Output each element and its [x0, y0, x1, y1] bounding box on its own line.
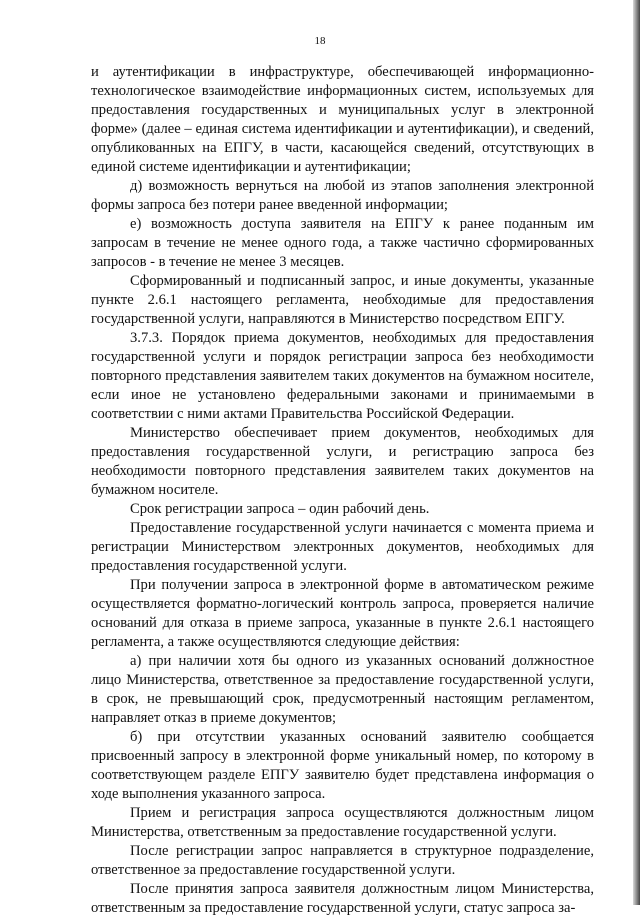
paragraph-5: 3.7.3. Порядок приема документов, необходимых для предоставления государственной услуги и порядок регистрации запроса без необходимости повторного представления заявителем таких документов на бумажном носителе, если иное не установлено федеральными законами и принимаемыми в соответствии с ними актами Правительства Российской Федерации. [91, 330, 594, 422]
paragraph-12: Прием и регистрация запроса осуществляются должностным лицом Министерства, ответственным за предоставление государственной услуги. [91, 805, 594, 840]
paragraph-4: Сформированный и подписанный запрос, и иные документы, указанные пункте 2.6.1 настоящего регламента, необходимые для предоставления государственной услуги, направляются в Министерство посредством ЕПГУ. [91, 273, 594, 327]
scan-page-edge [633, 0, 640, 905]
paragraph-1: и аутентификации в инфраструктуре, обеспечивающей информационно-технологическое взаимодействие информационных систем, используемых для предоставления государственных и муниципальных услуг в электронной форме» (далее – единая система идентификации и аутентификации), и сведений, опубликованных на ЕПГУ, в части, касающейся сведений, отсутствующих в единой системе идентификации и аутентификации; [91, 64, 594, 175]
paragraph-11: б) при отсутствии указанных оснований заявителю сообщается присвоенный запросу в электронной форме уникальный номер, по которому в соответствующем разделе ЕПГУ заявителю будет представлена информация о ходе выполнения указанного запроса. [91, 729, 594, 802]
paragraph-8: Предоставление государственной услуги начинается с момента приема и регистрации Министерством электронных документов, необходимых для предоставления государственной услуги. [91, 520, 594, 574]
paragraph-10: а) при наличии хотя бы одного из указанных оснований должностное лицо Министерства, ответственное за предоставление государственной услуги, в срок, не превышающий срок, предусмотренный настоящим регламентом, направляет отказ в приеме документов; [91, 653, 594, 726]
paragraph-7: Срок регистрации запроса – один рабочий день. [130, 501, 430, 517]
body-text [91, 63, 594, 918]
paragraph-3: е) возможность доступа заявителя на ЕПГУ к ранее поданным им запросам в течение не менее одного года, а также частично сформированных запросов - в течение не менее 3 месяцев. [91, 216, 594, 270]
paragraph-2: д) возможность вернуться на любой из этапов заполнения электронной формы запроса без потери ранее введенной информации; [91, 178, 594, 213]
paragraph-9: При получении запроса в электронной форме в автоматическом режиме осуществляется форматно-логический контроль запроса, проверяется наличие оснований для отказа в приеме запроса, указанные в пункте 2.6.1 настоящего регламента, а также осуществляются следующие действия: [91, 577, 594, 650]
page-number: 18 [314, 35, 326, 47]
paragraph-13: После регистрации запрос направляется в структурное подразделение, ответственное за предоставление государственной услуги. [91, 843, 594, 878]
paragraph-6: Министерство обеспечивает прием документов, необходимых для предоставления государственной услуги, и регистрацию запроса без необходимости повторного представления заявителем таких документов на бумажном носителе. [91, 425, 594, 498]
paragraph-14: После принятия запроса заявителя должностным лицом Министерства, ответственным за предоставление государственной услуги, статус запроса за- [91, 881, 594, 916]
